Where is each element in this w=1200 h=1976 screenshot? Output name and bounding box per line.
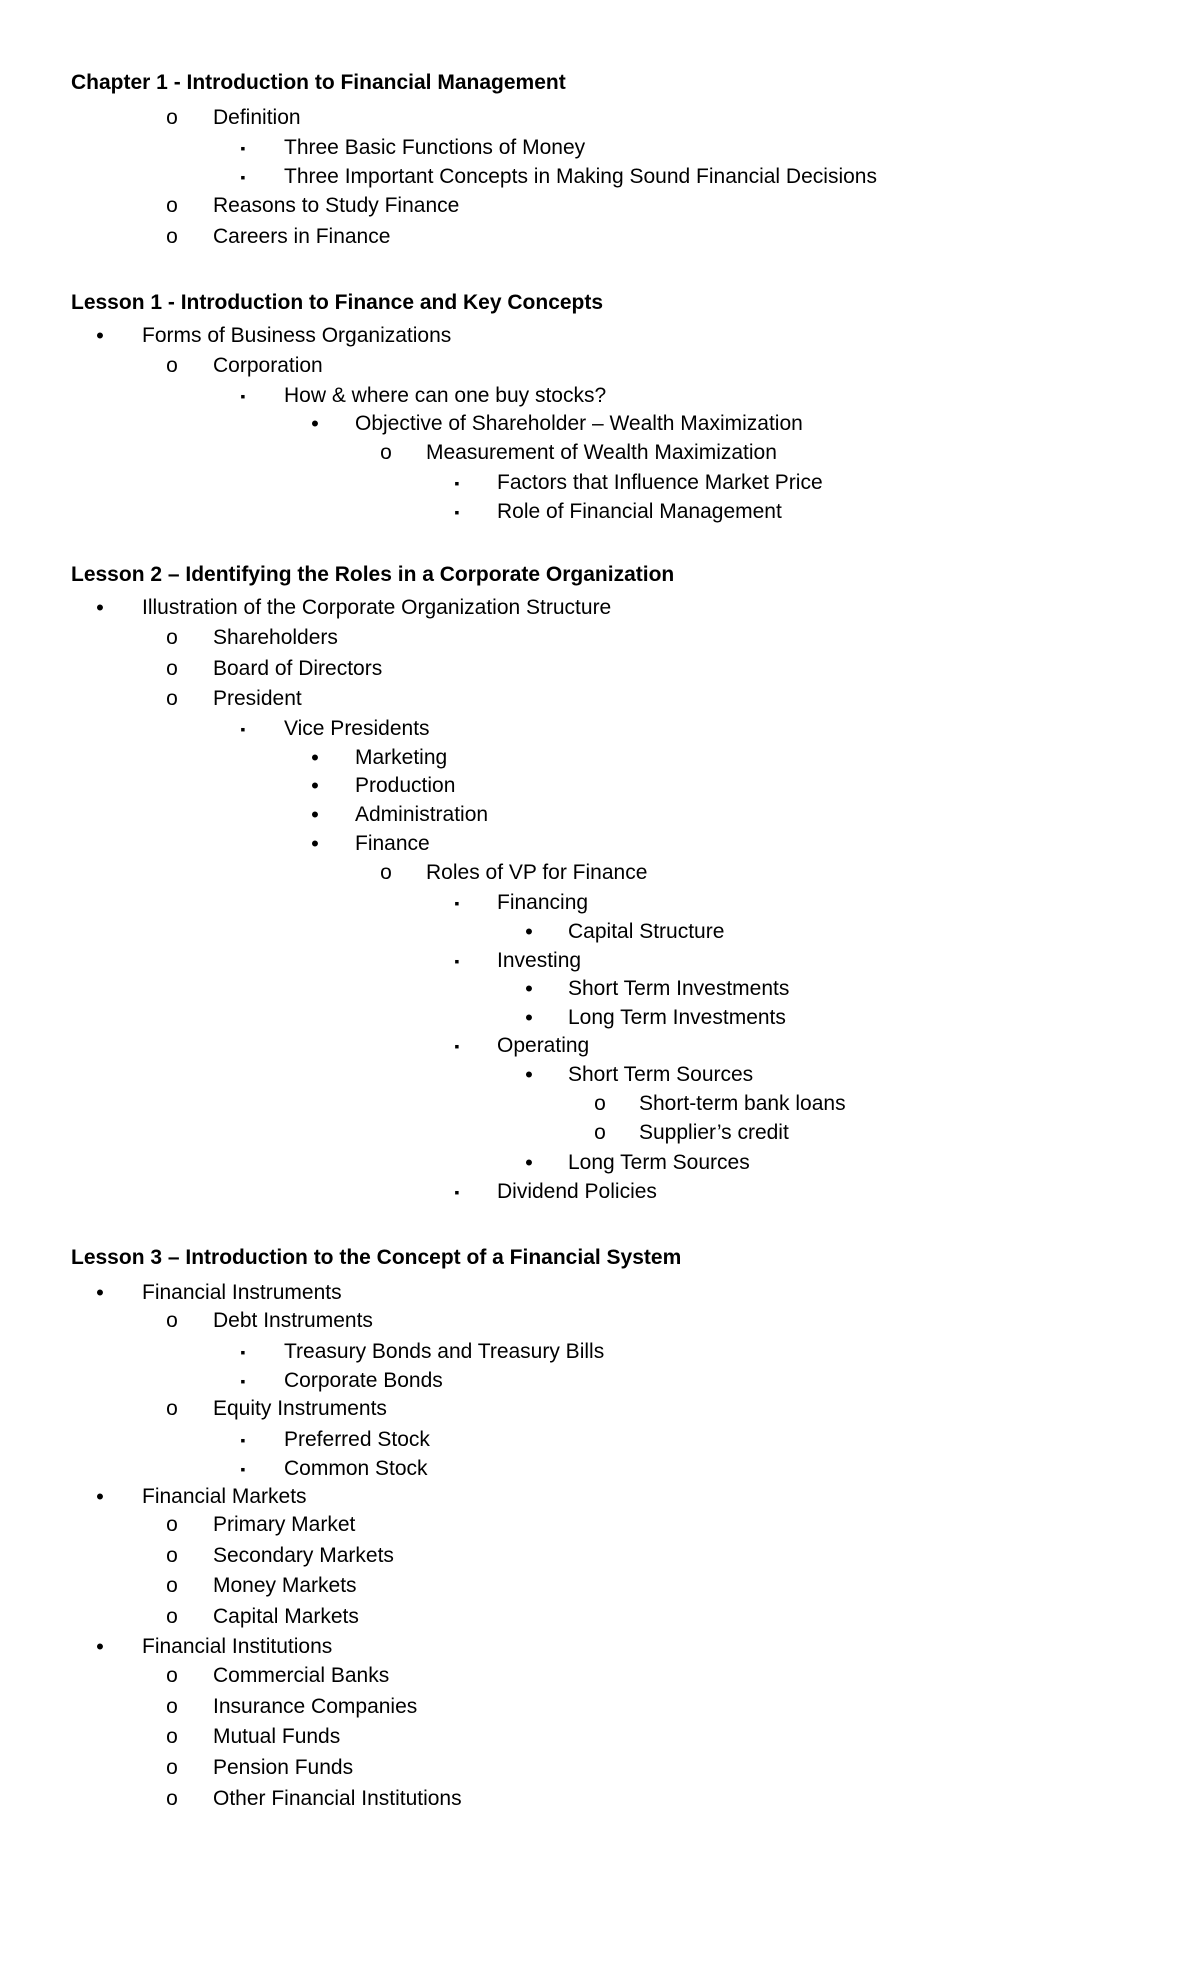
list-item xyxy=(0,947,1200,975)
square-bullet-icon: ▪ xyxy=(240,1432,246,1448)
section-heading: Lesson 3 – Introduction to the Concept of a Financial System xyxy=(71,1246,682,1269)
square-bullet-icon: ▪ xyxy=(240,721,246,737)
list-item xyxy=(0,918,1200,946)
list-item xyxy=(0,1178,1200,1206)
list-item-text: Administration xyxy=(355,803,489,826)
list-item xyxy=(0,830,1200,858)
list-item xyxy=(0,1785,1200,1813)
list-item xyxy=(0,889,1200,917)
list-item-text: Preferred Stock xyxy=(284,1428,430,1451)
square-bullet-icon: ▪ xyxy=(240,169,246,185)
list-item xyxy=(0,655,1200,683)
list-item-text: Capital Structure xyxy=(568,920,725,943)
circle-bullet-icon: o xyxy=(166,1695,178,1718)
list-item xyxy=(0,1307,1200,1335)
list-item-text: Commercial Banks xyxy=(213,1664,390,1687)
list-item xyxy=(0,859,1200,887)
list-item xyxy=(0,1149,1200,1177)
circle-bullet-icon: o xyxy=(166,1664,178,1687)
list-item-text: Measurement of Wealth Maximization xyxy=(426,441,777,464)
list-item xyxy=(0,594,1200,622)
list-item xyxy=(0,439,1200,467)
list-item xyxy=(0,352,1200,380)
list-item-text: Vice Presidents xyxy=(284,717,430,740)
list-item xyxy=(0,1572,1200,1600)
disc-bullet-icon: • xyxy=(525,1062,533,1087)
list-item xyxy=(0,744,1200,772)
list-item-text: Finance xyxy=(355,832,430,855)
list-item-text: Financial Institutions xyxy=(142,1635,333,1658)
square-bullet-icon: ▪ xyxy=(454,1038,460,1054)
circle-bullet-icon: o xyxy=(166,194,178,217)
section-heading: Lesson 2 – Identifying the Roles in a Corporate Organization xyxy=(71,563,675,586)
circle-bullet-icon: o xyxy=(166,1756,178,1779)
list-item xyxy=(0,801,1200,829)
list-item-text: Investing xyxy=(497,949,582,972)
list-item xyxy=(0,1455,1200,1483)
disc-bullet-icon: • xyxy=(96,595,104,620)
list-item-text: Treasury Bonds and Treasury Bills xyxy=(284,1340,605,1363)
list-item-text: Production xyxy=(355,774,456,797)
disc-bullet-icon: • xyxy=(96,1280,104,1305)
disc-bullet-icon: • xyxy=(525,1150,533,1175)
list-item xyxy=(0,192,1200,220)
list-item-text: Corporate Bonds xyxy=(284,1369,443,1392)
list-item-text: Shareholders xyxy=(213,626,338,649)
list-item xyxy=(0,1483,1200,1511)
list-item xyxy=(0,715,1200,743)
list-item-text: Primary Market xyxy=(213,1513,356,1536)
list-item-text: Operating xyxy=(497,1034,590,1057)
list-item-text: Factors that Influence Market Price xyxy=(497,471,823,494)
list-item xyxy=(0,772,1200,800)
list-item xyxy=(0,104,1200,132)
list-item-text: Insurance Companies xyxy=(213,1695,418,1718)
circle-bullet-icon: o xyxy=(380,861,392,884)
list-item xyxy=(0,1061,1200,1089)
square-bullet-icon: ▪ xyxy=(454,475,460,491)
disc-bullet-icon: • xyxy=(311,411,319,436)
disc-bullet-icon: • xyxy=(311,745,319,770)
circle-bullet-icon: o xyxy=(166,1544,178,1567)
disc-bullet-icon: • xyxy=(525,919,533,944)
list-item xyxy=(0,1542,1200,1570)
list-item xyxy=(0,410,1200,438)
list-item-text: Supplier’s credit xyxy=(639,1121,789,1144)
disc-bullet-icon: • xyxy=(96,1634,104,1659)
square-bullet-icon: ▪ xyxy=(454,953,460,969)
list-item-text: Capital Markets xyxy=(213,1605,359,1628)
list-item xyxy=(0,1367,1200,1395)
list-item xyxy=(0,498,1200,526)
list-item-text: Short Term Investments xyxy=(568,977,790,1000)
list-item-text: Financial Markets xyxy=(142,1485,307,1508)
list-item xyxy=(0,1395,1200,1423)
list-item xyxy=(0,469,1200,497)
square-bullet-icon: ▪ xyxy=(240,1344,246,1360)
list-item-text: Forms of Business Organizations xyxy=(142,324,452,347)
list-item xyxy=(0,1090,1200,1118)
circle-bullet-icon: o xyxy=(166,1605,178,1628)
list-item-text: How & where can one buy stocks? xyxy=(284,384,607,407)
circle-bullet-icon: o xyxy=(166,687,178,710)
list-item-text: Careers in Finance xyxy=(213,225,391,248)
list-item xyxy=(0,1511,1200,1539)
list-item-text: Other Financial Institutions xyxy=(213,1787,462,1810)
list-item-text: Debt Instruments xyxy=(213,1309,373,1332)
list-item-text: Short-term bank loans xyxy=(639,1092,846,1115)
list-item-text: Objective of Shareholder – Wealth Maximization xyxy=(355,412,803,435)
list-item-text: Three Basic Functions of Money xyxy=(284,136,586,159)
list-item-text: Financing xyxy=(497,891,589,914)
circle-bullet-icon: o xyxy=(166,1725,178,1748)
list-item-text: Long Term Sources xyxy=(568,1151,750,1174)
list-item xyxy=(0,223,1200,251)
list-item-text: Board of Directors xyxy=(213,657,383,680)
list-item xyxy=(0,1279,1200,1307)
list-item-text: Reasons to Study Finance xyxy=(213,194,460,217)
list-item xyxy=(0,382,1200,410)
list-item xyxy=(0,1426,1200,1454)
section-heading: Lesson 1 - Introduction to Finance and Key Concepts xyxy=(71,291,604,314)
disc-bullet-icon: • xyxy=(96,323,104,348)
list-item-text: Common Stock xyxy=(284,1457,428,1480)
list-item-text: Secondary Markets xyxy=(213,1544,394,1567)
list-item-text: Financial Instruments xyxy=(142,1281,342,1304)
square-bullet-icon: ▪ xyxy=(454,1184,460,1200)
list-item-text: Illustration of the Corporate Organization Structure xyxy=(142,596,612,619)
circle-bullet-icon: o xyxy=(166,1787,178,1810)
circle-bullet-icon: o xyxy=(380,441,392,464)
disc-bullet-icon: • xyxy=(311,831,319,856)
square-bullet-icon: ▪ xyxy=(240,1373,246,1389)
list-item xyxy=(0,163,1200,191)
list-item xyxy=(0,1754,1200,1782)
list-item-text: Marketing xyxy=(355,746,448,769)
list-item-text: Corporation xyxy=(213,354,323,377)
list-item-text: Short Term Sources xyxy=(568,1063,754,1086)
list-item xyxy=(0,1004,1200,1032)
list-item xyxy=(0,1338,1200,1366)
circle-bullet-icon: o xyxy=(594,1092,606,1115)
list-item xyxy=(0,134,1200,162)
square-bullet-icon: ▪ xyxy=(240,388,246,404)
list-item xyxy=(0,685,1200,713)
list-item xyxy=(0,1603,1200,1631)
disc-bullet-icon: • xyxy=(311,773,319,798)
circle-bullet-icon: o xyxy=(166,354,178,377)
list-item-text: Roles of VP for Finance xyxy=(426,861,648,884)
list-item xyxy=(0,624,1200,652)
square-bullet-icon: ▪ xyxy=(454,895,460,911)
disc-bullet-icon: • xyxy=(96,1484,104,1509)
square-bullet-icon: ▪ xyxy=(454,504,460,520)
list-item-text: Definition xyxy=(213,106,301,129)
list-item-text: President xyxy=(213,687,302,710)
list-item xyxy=(0,1119,1200,1147)
list-item-text: Long Term Investments xyxy=(568,1006,786,1029)
circle-bullet-icon: o xyxy=(166,225,178,248)
list-item-text: Role of Financial Management xyxy=(497,500,782,523)
list-item-text: Dividend Policies xyxy=(497,1180,657,1203)
list-item-text: Mutual Funds xyxy=(213,1725,341,1748)
circle-bullet-icon: o xyxy=(166,657,178,680)
list-item xyxy=(0,1693,1200,1721)
circle-bullet-icon: o xyxy=(166,1513,178,1536)
square-bullet-icon: ▪ xyxy=(240,140,246,156)
list-item-text: Equity Instruments xyxy=(213,1397,387,1420)
list-item xyxy=(0,1723,1200,1751)
list-item-text: Money Markets xyxy=(213,1574,357,1597)
disc-bullet-icon: • xyxy=(525,976,533,1001)
list-item xyxy=(0,1662,1200,1690)
circle-bullet-icon: o xyxy=(594,1121,606,1144)
disc-bullet-icon: • xyxy=(311,802,319,827)
disc-bullet-icon: • xyxy=(525,1005,533,1030)
circle-bullet-icon: o xyxy=(166,626,178,649)
list-item xyxy=(0,1633,1200,1661)
circle-bullet-icon: o xyxy=(166,1574,178,1597)
section-heading: Chapter 1 - Introduction to Financial Management xyxy=(71,71,566,94)
circle-bullet-icon: o xyxy=(166,1397,178,1420)
circle-bullet-icon: o xyxy=(166,1309,178,1332)
list-item xyxy=(0,1032,1200,1060)
list-item xyxy=(0,975,1200,1003)
list-item-text: Pension Funds xyxy=(213,1756,354,1779)
circle-bullet-icon: o xyxy=(166,106,178,129)
square-bullet-icon: ▪ xyxy=(240,1461,246,1477)
list-item-text: Three Important Concepts in Making Sound Financial Decisions xyxy=(284,165,877,188)
list-item xyxy=(0,322,1200,350)
